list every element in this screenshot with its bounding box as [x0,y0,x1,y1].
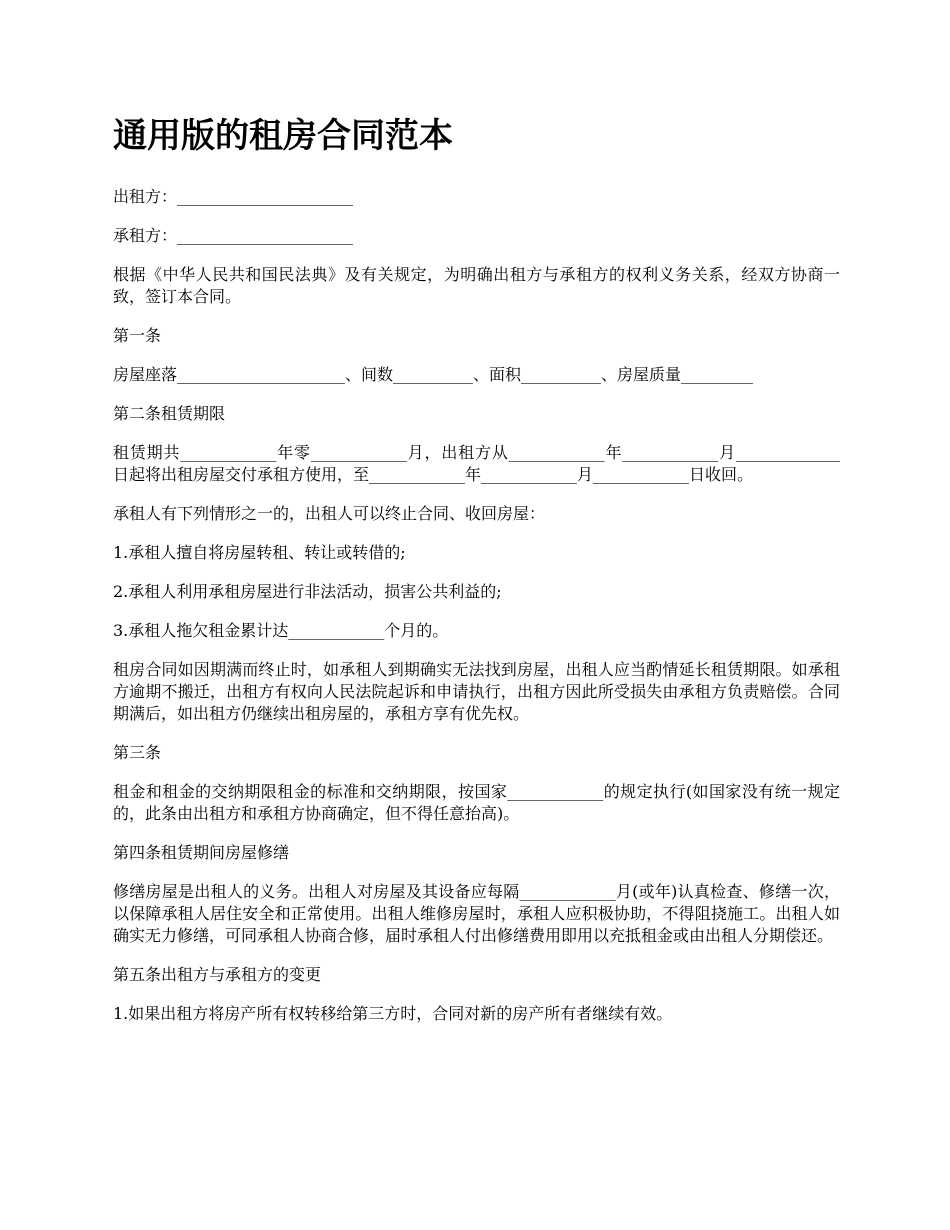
article-2-heading: 第二条租赁期限 [113,404,226,423]
lessee-line: 承租方：______________________ [113,226,354,245]
termination-item-1: 1.承租人擅自将房屋转租、转让或转借的; [113,543,406,562]
document-page [113,112,840,1042]
article-2-term-paragraph: 租赁期共____________年零____________月，出租方从____________年____________月_____________日起将出租房屋交付承租方使用，至____________年____________月____________日收回。 [113,443,840,484]
article-5-item-1: 1.如果出租方将房产所有权转移给第三方时，合同对新的房产所有者继续有效。 [113,1004,673,1023]
article-1-heading: 第一条 [113,326,162,345]
article-5-heading: 第五条出租方与承租方的变更 [113,965,322,984]
preamble-paragraph: 根据《中华人民共和国民法典》及有关规定，为明确出租方与承租方的权利义务关系，经双方协商一致，签订本合同。 [113,265,840,306]
expiry-paragraph: 租房合同如因期满而终止时，如承租人到期确实无法找到房屋，出租人应当酌情延长租赁期限。如承租方逾期不搬迁，出租方有权向人民法院起诉和申请执行，出租方因此所受损失由承租方负责赔偿。合同期满后，如出租方仍继续出租房屋的，承租方享有优先权。 [113,660,840,723]
article-4-heading: 第四条租赁期间房屋修缮 [113,843,290,862]
termination-item-2: 2.承租人利用承租房屋进行非法活动，损害公共利益的; [113,582,502,601]
termination-item-3: 3.承租人拖欠租金累计达____________个月的。 [113,621,449,640]
article-1-property-paragraph: 房屋座落_____________________、间数__________、面积__________、房屋质量_________ [113,365,754,384]
lessor-line: 出租方：______________________ [113,187,354,206]
article-3-heading: 第三条 [113,743,162,762]
termination-intro-paragraph: 承租人有下列情形之一的，出租人可以终止合同、收回房屋： [113,504,546,523]
document-title: 通用版的租房合同范本 [113,116,453,156]
article-4-repair-paragraph: 修缮房屋是出租人的义务。出租人对房屋及其设备应每隔____________月(或年)认真检查、修缮一次，以保障承租人居住安全和正常使用。出租人维修房屋时，承租人应积极协助，不得阻挠施工。出租人如确实无力修缮，可同承租人协商合修，届时承租人付出修缮费用即用以充抵租金或由出租人分期偿还。 [113,882,840,945]
article-3-rent-paragraph: 租金和租金的交纳期限租金的标准和交纳期限，按国家____________的规定执行(如国家没有统一规定的，此条由出租方和承租方协商确定，但不得任意抬高)。 [113,782,840,823]
